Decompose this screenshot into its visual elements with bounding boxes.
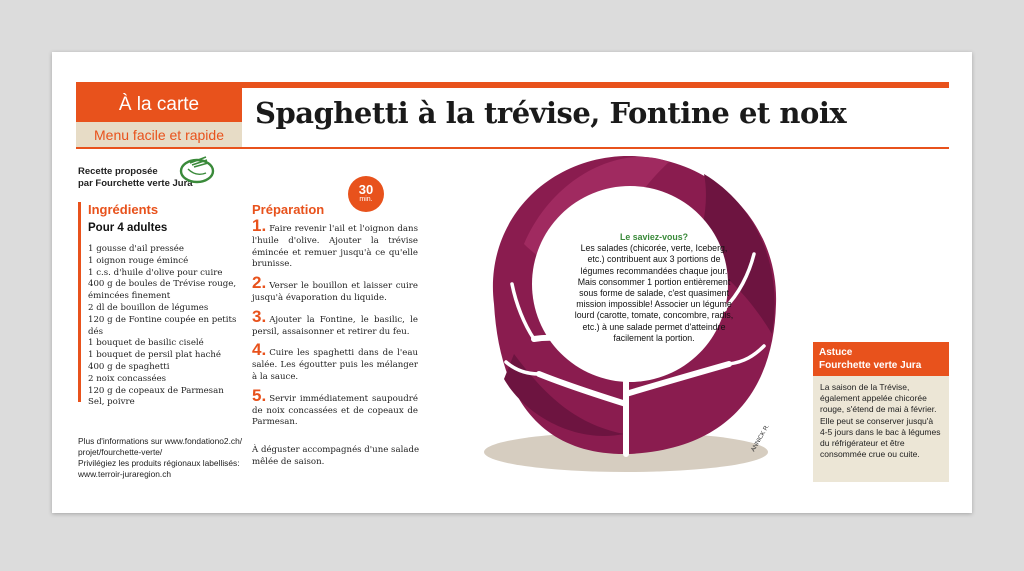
did-you-know-title: Le saviez-vous? bbox=[620, 232, 688, 242]
more-info bbox=[78, 436, 248, 480]
prep-time-value: 30 bbox=[358, 182, 374, 197]
tip-heading-line-2: Fourchette verte Jura bbox=[819, 360, 922, 371]
ingredient-item: 1 bouquet de persil plat haché bbox=[88, 350, 222, 361]
step-number: 1. bbox=[252, 216, 267, 235]
did-you-know-text: Les salades (chicorée, verte, Iceberg, etc.) contribuent aux 3 portions de légumes recommandées chaque jour. Mais consommer 1 portion entièrement sous forme de salade, c'est quasiment mission impossible! Associer un légume lourd (carotte, tomate, concombre, radis, etc.) à une salade permet d'atteindre facilement la portion. bbox=[574, 243, 734, 343]
ingredient-item: Sel, poivre bbox=[88, 397, 135, 408]
ingredients-rule bbox=[78, 202, 81, 402]
step-number: 2. bbox=[252, 273, 267, 293]
step-text: Cuire les spaghetti dans de l'eau salée. Les égoutter puis les mélanger à la sauce. bbox=[252, 348, 418, 382]
ingredient-item: 1 c.s. d'huile d'olive pour cuire bbox=[88, 267, 223, 278]
more-info-line: Plus d'informations sur www.fondationo2.ch/ bbox=[78, 436, 243, 446]
tip-text: La saison de la Trévise, également appelée chicorée rouge, s'étend de mai à février. Elle peut se conserver jusqu'à 4-5 jours dans le bac à légumes du réfrigérateur et être consommée crue ou cuite. bbox=[813, 376, 949, 482]
prep-time-unit: min. bbox=[359, 196, 373, 203]
more-info-line: Privilégiez les produits régionaux labellisés: bbox=[78, 458, 240, 468]
ingredient-item: 2 dl de bouillon de légumes bbox=[88, 302, 209, 313]
ingredient-item: 1 bouquet de basilic ciselé bbox=[88, 338, 204, 349]
illustration-signature: ANNICK R. bbox=[750, 423, 771, 453]
ingredient-item: 1 gousse d'ail pressée bbox=[88, 244, 184, 254]
step-number: 5. bbox=[252, 385, 267, 405]
ingredients-heading: Ingrédients bbox=[88, 202, 159, 217]
preparation-step bbox=[252, 385, 418, 429]
ingredient-item: 120 g de Fontine coupée en petits dés bbox=[88, 314, 237, 337]
more-info-line: www.terroir-juraregion.ch bbox=[78, 469, 172, 479]
ingredient-item: 1 oignon rouge émincé bbox=[88, 255, 189, 266]
preparation-heading: Préparation bbox=[252, 202, 325, 217]
tip-heading-line-1: Astuce bbox=[819, 347, 853, 358]
did-you-know-box bbox=[572, 232, 736, 344]
preparation-steps bbox=[252, 216, 418, 435]
fourchette-verte-logo-icon bbox=[176, 153, 218, 185]
step-number: 3. bbox=[252, 306, 267, 326]
servings-label: Pour 4 adultes bbox=[88, 222, 168, 234]
tip-heading bbox=[813, 342, 949, 376]
ingredient-item: 2 noix concassées bbox=[88, 373, 167, 384]
ingredients-list bbox=[88, 244, 244, 409]
preparation-step bbox=[252, 273, 418, 305]
step-text: Verser le bouillon et laisser cuire jusqu'à évaporation du liquide. bbox=[252, 281, 418, 303]
preparation-step bbox=[252, 216, 418, 271]
step-text: Ajouter la Fontine, le basilic, le persil, assaisonner et retirer du feu. bbox=[252, 314, 418, 337]
preparation-step bbox=[252, 306, 418, 339]
recipe-title: Spaghetti à la trévise, Fontine et noix bbox=[255, 96, 847, 130]
recipe-card bbox=[52, 52, 972, 513]
preparation-step bbox=[252, 340, 418, 383]
credit-line-2: par Fourchette verte Jura bbox=[78, 178, 193, 189]
ingredient-item: 120 g de copeaux de Parmesan bbox=[88, 385, 224, 396]
ingredient-item: 400 g de spaghetti bbox=[88, 361, 170, 372]
category-label: À la carte bbox=[76, 88, 242, 122]
step-text: Faire revenir l'ail et l'oignon dans l'huile d'olive. Ajouter la trévise émincée et remuer jusqu'à ce qu'elle brunisse. bbox=[252, 224, 418, 270]
more-info-line: projet/fourchette-verte/ bbox=[78, 447, 163, 457]
subcategory-label: Menu facile et rapide bbox=[76, 122, 242, 147]
credit-line-1: Recette proposée bbox=[78, 166, 158, 177]
prep-time-badge bbox=[348, 176, 384, 212]
serving-suggestion: À déguster accompagnés d'une salade mêlée de saison. bbox=[252, 445, 420, 467]
step-number: 4. bbox=[252, 340, 267, 360]
ingredient-item: 400 g de boules de Trévise rouge, émincées finement bbox=[88, 279, 237, 302]
step-text: Servir immédiatement saupoudré de noix concassées et de copeaux de Parmesan. bbox=[252, 393, 418, 428]
